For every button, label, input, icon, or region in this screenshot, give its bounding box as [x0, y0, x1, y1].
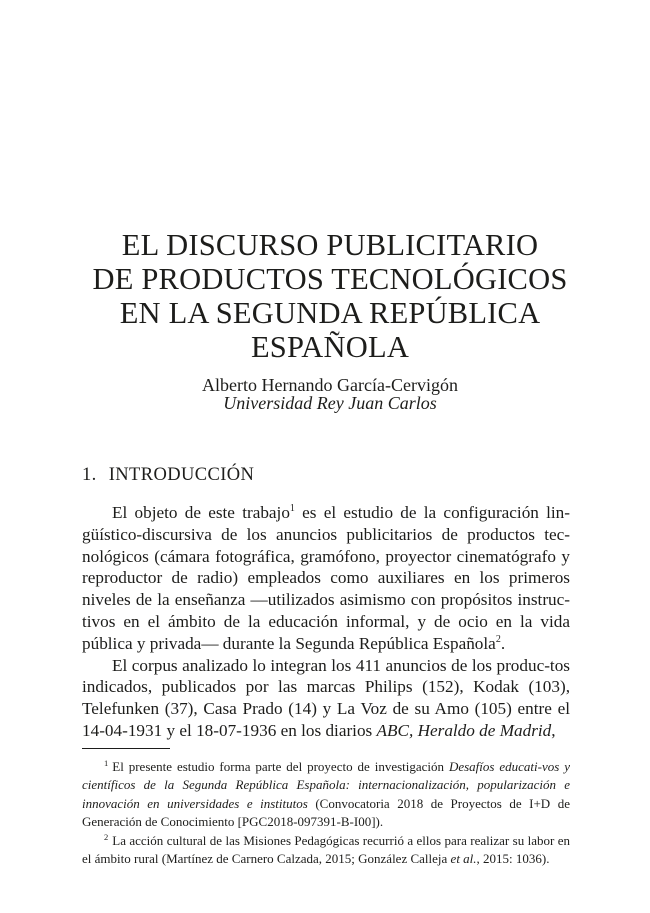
- author-affiliation: Universidad Rey Juan Carlos: [223, 393, 437, 413]
- footnote-text: (Convocatoria 2018 de Proyectos de I+D de Generación de Conocimiento [PGC2018-097391-B-I00]).: [82, 795, 570, 830]
- chapter-title-line: ESPAÑOLA: [250, 330, 410, 364]
- author-name: Alberto Hernando García-Cervigón: [202, 375, 458, 395]
- paragraph: [82, 502, 570, 655]
- footnote-number: 1: [104, 758, 109, 768]
- section-number: 1.: [82, 465, 97, 485]
- footnote: [82, 832, 570, 869]
- paragraph: [82, 655, 570, 742]
- section-title: INTRODUCCIÓN: [108, 465, 255, 485]
- paragraph-text: ,: [551, 720, 556, 740]
- footnote-text: , 2015: 1036).: [476, 851, 550, 867]
- chapter-title-line: DE PRODUCTOS TECNOLÓGICOS: [92, 262, 568, 296]
- footnote-divider: [82, 748, 170, 749]
- newspaper-names: ABC, Heraldo de Madrid: [376, 720, 552, 740]
- paragraph-text: es el estudio de la configuración lin-güístico-discursiva de los anuncios publicitarios de productos tec-nológicos (cámara fotográfica, gramófono, proyector cinematógrafo y reproductor de radio) empleados como auxiliares en los primeros niveles de la enseñanza —utilizados asimismo con propósitos instruc-tivos en el ámbito de la educación informal, y de ocio en la vida pública y privada— durante la Segunda República Española: [82, 503, 571, 653]
- chapter-title-line: EL DISCURSO PUBLICITARIO: [121, 228, 539, 262]
- paragraph-text: El corpus analizado lo integran los 411 anuncios de los produc-tos indicados, publicados por las marcas Philips (152), Kodak (103), Telefunken (37), Casa Prado (14) y La Voz de su Amo (105) entre el 14-04-1931 y el 18-07-1936 en los diarios: [82, 655, 570, 740]
- footnote: [82, 758, 570, 832]
- footnotes: [82, 758, 570, 868]
- footnote-text: La acción cultural de las Misiones Pedagógicas recurrió a ellos para realizar su labor en el ámbito rural (Martínez de Carnero Calzada, 2015; González Calleja: [82, 832, 570, 867]
- chapter-title: [80, 228, 580, 364]
- paragraph-text: .: [500, 633, 506, 653]
- paragraph-text: El objeto de este trabajo: [112, 503, 290, 522]
- footnote-reference[interactable]: 1: [289, 503, 295, 514]
- citation-abbreviation: et al.: [450, 851, 477, 867]
- project-title: Desafíos educati-vos y científicos de la Segunda República Española: internacionalización, popularización e innovación en universidades e institutos: [82, 759, 570, 811]
- section-heading: [82, 464, 254, 486]
- footnote-text: El presente estudio forma parte del proyecto de investigación: [112, 759, 449, 774]
- chapter-title-line: EN LA SEGUNDA REPÚBLICA: [119, 296, 541, 330]
- footnote-number: 2: [104, 831, 109, 842]
- footnote-reference[interactable]: 2: [495, 633, 501, 645]
- body-text: [82, 502, 570, 742]
